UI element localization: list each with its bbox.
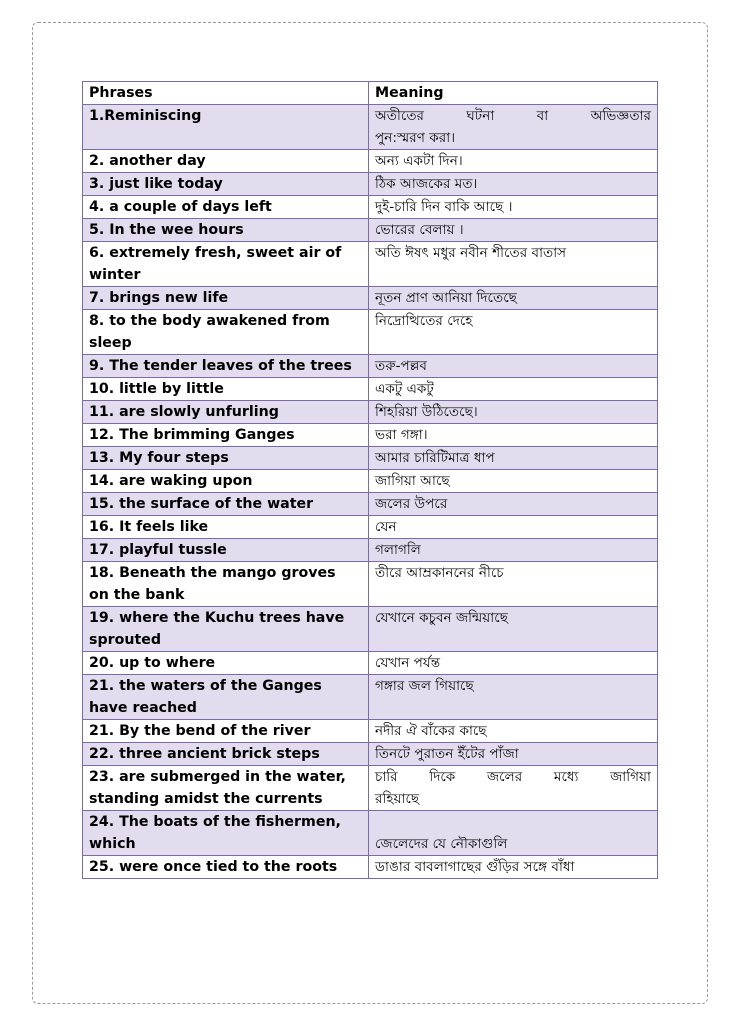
table-row bbox=[83, 562, 658, 607]
meaning-cell bbox=[369, 173, 658, 196]
meaning-cell bbox=[369, 811, 658, 856]
meaning-cell bbox=[369, 310, 658, 355]
meaning-cell bbox=[369, 743, 658, 766]
meaning-cell bbox=[369, 242, 658, 287]
table-header-row bbox=[83, 82, 658, 105]
meaning-line: ভরা গঙ্গা। bbox=[375, 427, 428, 443]
table-row bbox=[83, 607, 658, 652]
phrase-cell bbox=[83, 811, 369, 856]
meaning-line: তীরে আম্রকাননের নীচে bbox=[375, 565, 504, 581]
table-row bbox=[83, 378, 658, 401]
meaning-line: শিহরিয়া উঠিতেছে। bbox=[375, 404, 478, 420]
meaning-line: যেখানে কচুবন জন্মিয়াছে bbox=[375, 610, 508, 626]
meaning-cell bbox=[369, 562, 658, 607]
meaning-line: ডাঙার বাবলাগাছের গুঁড়ির সঙ্গে বাঁধা bbox=[375, 859, 575, 875]
phrase-cell bbox=[83, 150, 369, 173]
meaning-line: ঠিক আজকের মত। bbox=[375, 176, 478, 192]
table-row bbox=[83, 242, 658, 287]
table-row bbox=[83, 516, 658, 539]
phrase-cell bbox=[83, 173, 369, 196]
meaning-cell bbox=[369, 287, 658, 310]
meaning-line: অতি ঈষৎ মধুর নবীন শীতের বাতাস bbox=[375, 245, 567, 261]
meaning-cell bbox=[369, 401, 658, 424]
phrase-line: 9. The tender leaves of the trees bbox=[89, 358, 352, 374]
meaning-line: যেখান পর্যন্ত bbox=[375, 655, 441, 671]
header-meaning: Meaning bbox=[369, 82, 658, 105]
table-row bbox=[83, 743, 658, 766]
phrase-line: 12. The brimming Ganges bbox=[89, 427, 295, 443]
table-row bbox=[83, 150, 658, 173]
phrase-cell bbox=[83, 720, 369, 743]
phrase-line: winter bbox=[89, 267, 141, 283]
phrase-line: 13. My four steps bbox=[89, 450, 229, 466]
meaning-cell bbox=[369, 539, 658, 562]
phrase-cell bbox=[83, 401, 369, 424]
meaning-line: যেন bbox=[375, 519, 397, 535]
phrase-line: 14. are waking upon bbox=[89, 473, 253, 489]
table-row bbox=[83, 856, 658, 879]
phrase-cell bbox=[83, 562, 369, 607]
phrase-line: 11. are slowly unfurling bbox=[89, 404, 279, 420]
table-row bbox=[83, 652, 658, 675]
phrase-line: 8. to the body awakened from bbox=[89, 313, 330, 329]
meaning-line: নিদ্রোত্থিতের দেহে bbox=[375, 313, 473, 329]
phrase-line: 17. playful tussle bbox=[89, 542, 227, 558]
table-row bbox=[83, 720, 658, 743]
table-row bbox=[83, 355, 658, 378]
phrase-cell bbox=[83, 856, 369, 879]
phrase-line: have reached bbox=[89, 700, 197, 716]
meaning-line: তরু-পল্লব bbox=[375, 358, 427, 374]
meaning-line: চারি দিকে জলের মধ্যে জাগিয়া bbox=[375, 769, 651, 785]
phrase-cell bbox=[83, 196, 369, 219]
phrase-line: 25. were once tied to the roots bbox=[89, 859, 338, 875]
phrase-line: standing amidst the currents bbox=[89, 791, 323, 807]
phrase-cell bbox=[83, 242, 369, 287]
phrase-line: 23. are submerged in the water, bbox=[89, 769, 346, 785]
meaning-line: ভোরের বেলায় । bbox=[375, 222, 464, 238]
meaning-cell bbox=[369, 470, 658, 493]
meaning-cell bbox=[369, 424, 658, 447]
phrase-line: 4. a couple of days left bbox=[89, 199, 272, 215]
phrase-line: 24. The boats of the fishermen, bbox=[89, 814, 341, 830]
phrase-cell bbox=[83, 424, 369, 447]
table-row bbox=[83, 766, 658, 811]
table-row bbox=[83, 493, 658, 516]
meaning-line: অতীতের ঘটনা বা অভিজ্ঞতার bbox=[375, 108, 651, 124]
meaning-cell bbox=[369, 607, 658, 652]
meaning-line: জাগিয়া আছে bbox=[375, 473, 450, 489]
meaning-line: জেলেদের যে নৌকাগুলি bbox=[375, 836, 508, 852]
header-phrases: Phrases bbox=[83, 82, 369, 105]
meaning-line: অন্য একটা দিন। bbox=[375, 153, 463, 169]
table-row bbox=[83, 105, 658, 150]
table-row bbox=[83, 401, 658, 424]
meaning-line: নূতন প্রাণ আনিয়া দিতেছে bbox=[375, 290, 517, 306]
meaning-cell bbox=[369, 516, 658, 539]
table-row bbox=[83, 447, 658, 470]
meaning-line: আমার চারিটিমাত্র ধাপ bbox=[375, 450, 495, 466]
meaning-cell bbox=[369, 196, 658, 219]
phrase-line: 20. up to where bbox=[89, 655, 216, 671]
meaning-line: গঙ্গার জল গিয়াছে bbox=[375, 678, 474, 694]
table-row bbox=[83, 470, 658, 493]
phrase-cell bbox=[83, 355, 369, 378]
phrase-line: 10. little by little bbox=[89, 381, 224, 397]
table-row bbox=[83, 539, 658, 562]
phrase-line: 5. In the wee hours bbox=[89, 222, 244, 238]
meaning-line: নদীর ঐ বাঁকের কাছে bbox=[375, 723, 487, 739]
table-row bbox=[83, 424, 658, 447]
table-row bbox=[83, 287, 658, 310]
meaning-line: গলাগলি bbox=[375, 542, 421, 558]
phrase-cell bbox=[83, 447, 369, 470]
table-row bbox=[83, 675, 658, 720]
phrase-cell bbox=[83, 378, 369, 401]
meaning-line: রহিয়াছে bbox=[375, 791, 420, 807]
meaning-line: দুই-চারি দিন বাকি আছে । bbox=[375, 199, 513, 215]
meaning-line: জলের উপরে bbox=[375, 496, 448, 512]
phrase-cell bbox=[83, 607, 369, 652]
phrase-cell bbox=[83, 310, 369, 355]
phrase-line: 3. just like today bbox=[89, 176, 223, 192]
phrase-cell bbox=[83, 493, 369, 516]
phrase-cell bbox=[83, 743, 369, 766]
meaning-cell bbox=[369, 675, 658, 720]
meaning-cell bbox=[369, 856, 658, 879]
phrase-line: 7. brings new life bbox=[89, 290, 229, 306]
phrase-cell bbox=[83, 105, 369, 150]
meaning-line: একটু একটু bbox=[375, 381, 434, 397]
phrase-cell bbox=[83, 516, 369, 539]
meaning-cell bbox=[369, 105, 658, 150]
meaning-line: তিনটে পুরাতন ইঁটের পাঁজা bbox=[375, 746, 519, 762]
meaning-cell bbox=[369, 150, 658, 173]
phrase-line: 15. the surface of the water bbox=[89, 496, 314, 512]
phrase-line: sleep bbox=[89, 335, 132, 351]
meaning-cell bbox=[369, 766, 658, 811]
meaning-cell bbox=[369, 355, 658, 378]
phrase-cell bbox=[83, 652, 369, 675]
meaning-cell bbox=[369, 720, 658, 743]
meaning-cell bbox=[369, 447, 658, 470]
phrase-cell bbox=[83, 287, 369, 310]
phrase-line: sprouted bbox=[89, 632, 162, 648]
meaning-cell bbox=[369, 493, 658, 516]
phrase-line: 21. the waters of the Ganges bbox=[89, 678, 322, 694]
phrase-line: 1.Reminiscing bbox=[89, 108, 202, 124]
phrase-cell bbox=[83, 470, 369, 493]
phrase-cell bbox=[83, 675, 369, 720]
meaning-cell bbox=[369, 378, 658, 401]
phrase-line: 16. It feels like bbox=[89, 519, 209, 535]
meaning-cell bbox=[369, 219, 658, 242]
vocabulary-table bbox=[82, 81, 658, 879]
table-row bbox=[83, 173, 658, 196]
table-row bbox=[83, 219, 658, 242]
meaning-line: পুন:স্মরণ করা। bbox=[375, 130, 456, 146]
table-row bbox=[83, 196, 658, 219]
phrase-line: 2. another day bbox=[89, 153, 206, 169]
phrase-line: 19. where the Kuchu trees have bbox=[89, 610, 345, 626]
phrase-line: which bbox=[89, 836, 136, 852]
phrase-line: 22. three ancient brick steps bbox=[89, 746, 320, 762]
phrase-cell bbox=[83, 219, 369, 242]
phrase-cell bbox=[83, 539, 369, 562]
phrase-line: on the bank bbox=[89, 587, 185, 603]
phrase-line: 6. extremely fresh, sweet air of bbox=[89, 245, 342, 261]
meaning-cell bbox=[369, 652, 658, 675]
table-row bbox=[83, 310, 658, 355]
phrase-cell bbox=[83, 766, 369, 811]
phrase-line: 18. Beneath the mango groves bbox=[89, 565, 336, 581]
phrase-line: 21. By the bend of the river bbox=[89, 723, 311, 739]
table-row bbox=[83, 811, 658, 856]
